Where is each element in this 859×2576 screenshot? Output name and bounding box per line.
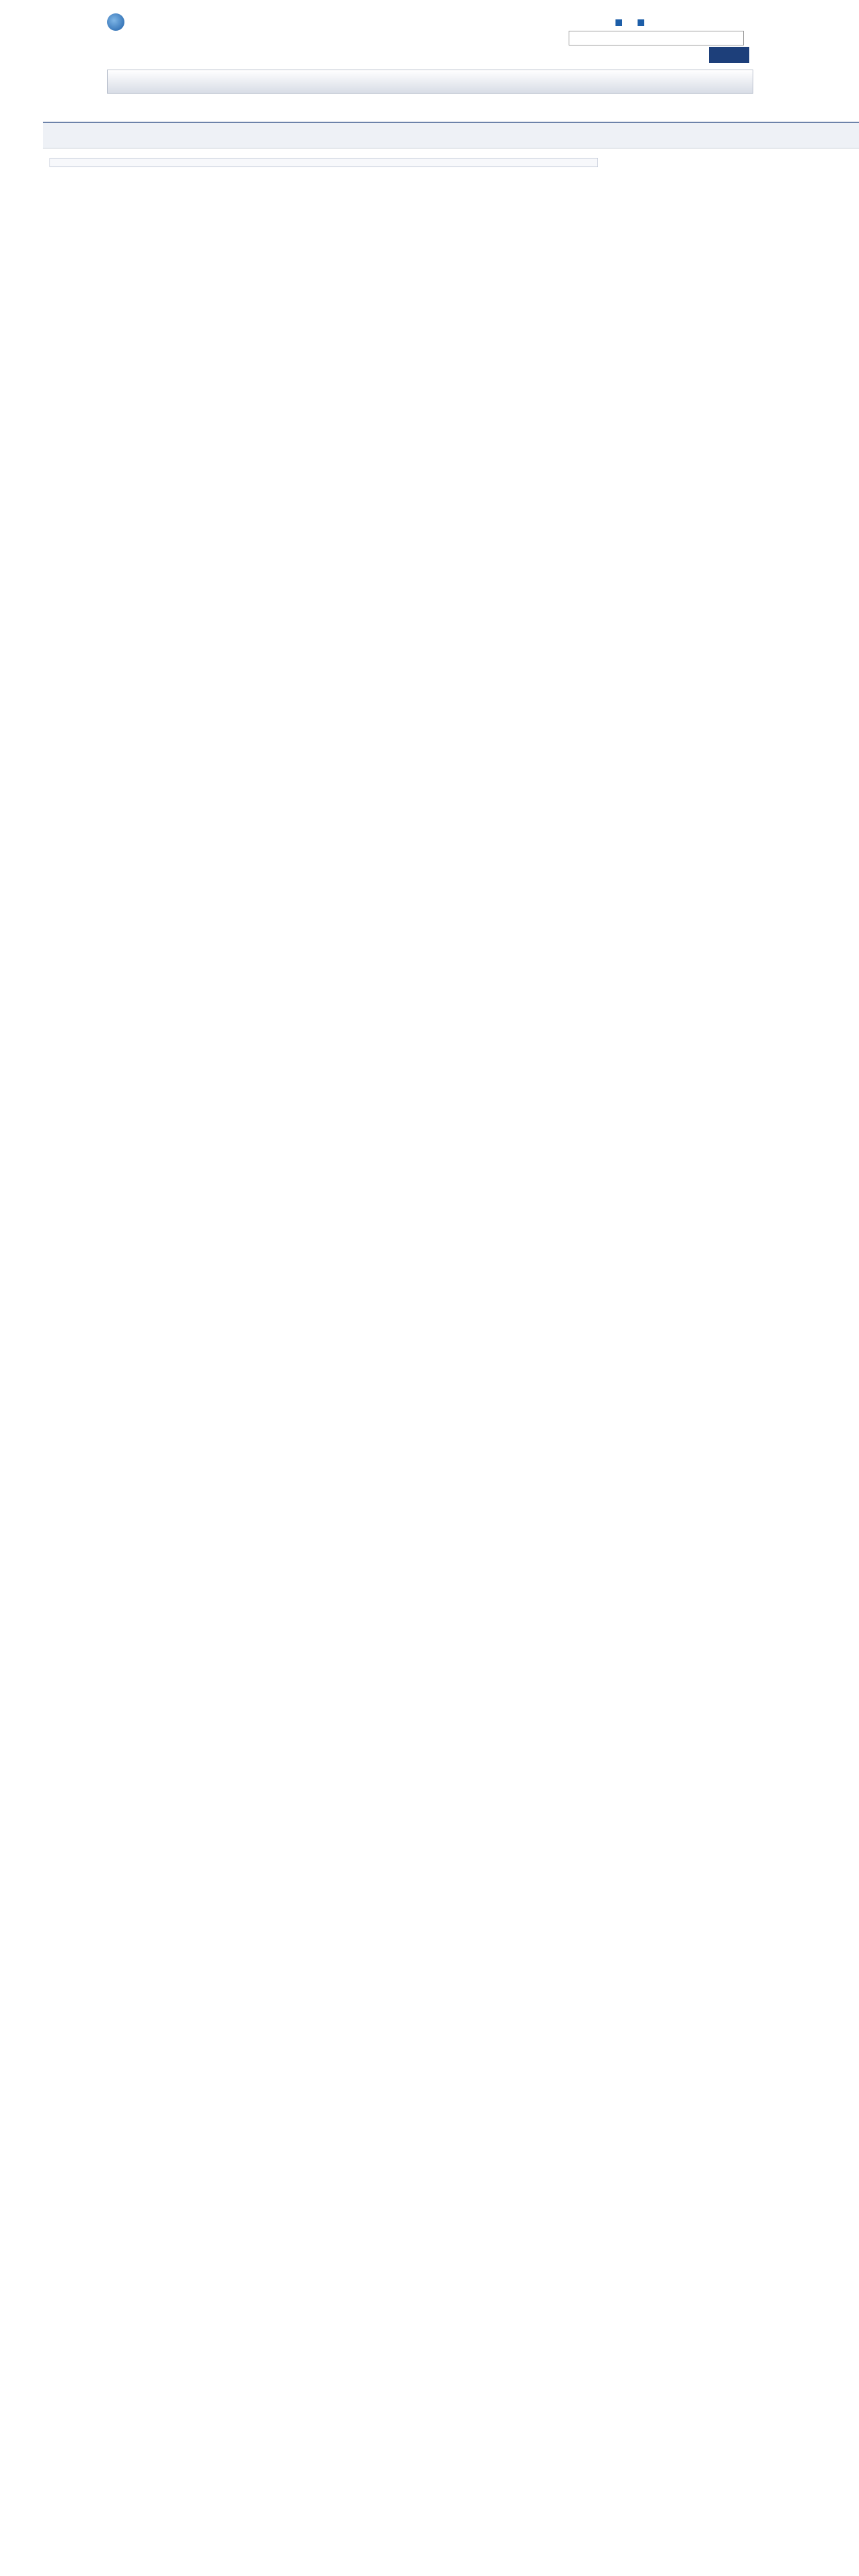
site-header	[0, 0, 859, 64]
language-links	[615, 17, 647, 27]
square-bullet-icon	[638, 19, 644, 26]
search-provider-label	[569, 30, 577, 42]
page-title	[43, 122, 859, 148]
region-link-list	[50, 158, 598, 167]
jma-logo-icon	[107, 13, 124, 31]
square-bullet-icon	[615, 19, 622, 26]
global-nav	[107, 70, 753, 94]
search-button[interactable]	[709, 47, 749, 63]
agency-logo[interactable]	[107, 9, 128, 33]
search-input[interactable]	[569, 31, 744, 45]
